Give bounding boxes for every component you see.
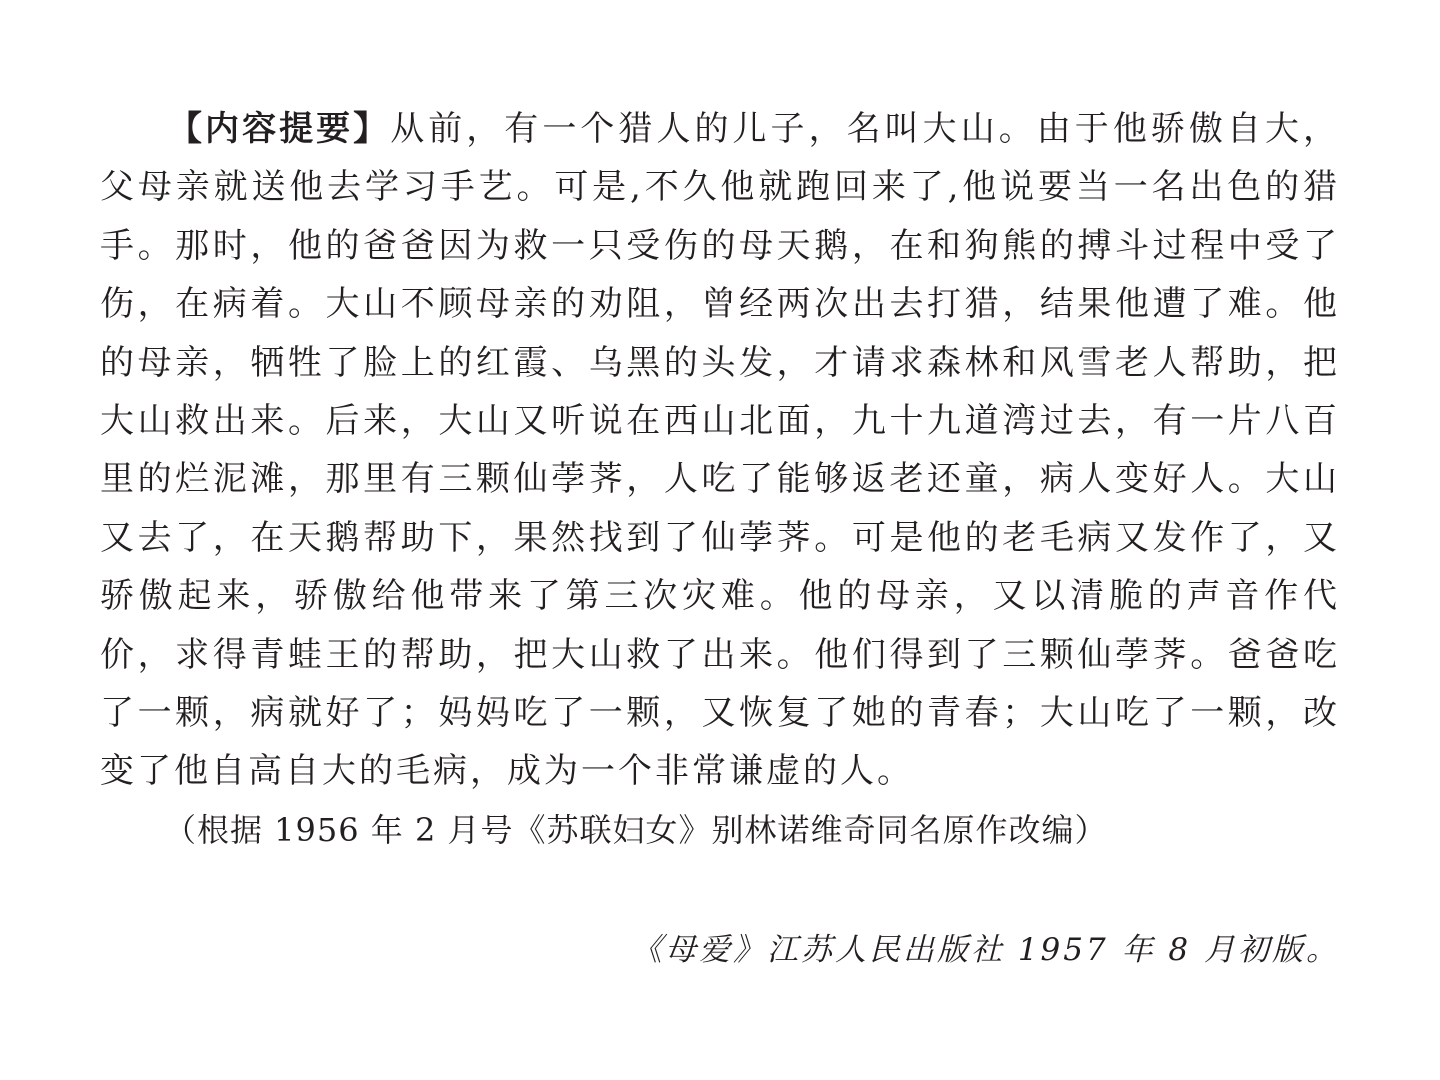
summary-label: 【内容提要】	[168, 109, 391, 149]
publication-colophon: 《母爱》江苏人民出版社 1957 年 8 月初版。	[630, 932, 1340, 968]
source-note: （根据 1956 年 2 月号《苏联妇女》别林诺维奇同名原作改编）	[164, 810, 1108, 849]
document-page	[100, 100, 1340, 859]
content-summary-paragraph	[100, 100, 1340, 801]
summary-text: 从前，有一个猎人的儿子，名叫大山。由于他骄傲自大，父母亲就送他去学习手艺。可是,不久他就跑回来了,他说要当一名出色的猎手。那时，他的爸爸因为救一只受伤的母天鹅，在和狗熊的搏斗过程中受了伤，在病着。大山不顾母亲的劝阻，曾经两次出去打猎，结果他遭了难。他的母亲，牺牲了脸上的红霞、乌黑的头发，才请求森林和风雪老人帮助，把大山救出来。后来，大山又听说在西山北面，九十九道湾过去，有一片八百里的烂泥滩，那里有三颗仙荸荠，人吃了能够返老还童，病人变好人。大山又去了，在天鹅帮助下，果然找到了仙荸荠。可是他的老毛病又发作了，又骄傲起来，骄傲给他带来了第三次灾难。他的母亲，又以清脆的声音作代价，求得青蛙王的帮助，把大山救了出来。他们得到了三颗仙荸荠。爸爸吃了一颗，病就好了；妈妈吃了一颗，又恢复了她的青春；大山吃了一颗，改变了他自高自大的毛病，成为一个非常谦虚的人。	[100, 109, 1341, 792]
